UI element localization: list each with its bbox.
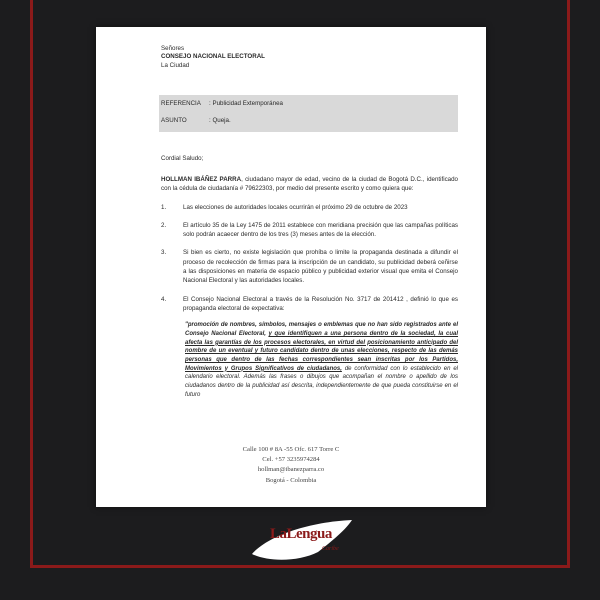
quote-bold: "promoción de nombres, símbolos, mensajes o emblemas que no han sido registrados ante el Consejo Nacional Electoral, xyxy=(185,322,458,337)
quote-rest: de conformidad con lo establecido en el calendario electoral. Además las frases o dibujos que acompañan el nombre o apellido de los ciudadanos dentro de la publicidad así descrita, independientemente de que pueda constituirse en el futuro xyxy=(185,365,458,398)
footer-email: hollman@ibanezparra.co xyxy=(257,466,325,474)
letter-page xyxy=(96,27,486,507)
item-number: 3. xyxy=(161,249,167,257)
addressee-line: Señores xyxy=(161,45,185,52)
addressee-line: CONSEJO NACIONAL ELECTORAL xyxy=(161,53,265,61)
greeting: Cordial Saludo; xyxy=(161,154,204,162)
list-item xyxy=(161,295,458,314)
item-number: 1. xyxy=(161,203,167,211)
item-text: El Consejo Nacional Electoral a través de la Resolución No. 3717 de 201412 , definió lo que es propaganda electoral de expectativa: xyxy=(183,295,458,312)
addressee-block xyxy=(161,45,458,70)
item-text: Si bien es cierto, no existe legislación que prohíba o limite la propaganda destinada a difundir el proceso de recolección de firmas para la inscripción de un candidato, su publicidad deberá ceñirse a las disposiciones en materia de espacio público y publicidad exterior visual que emita el Consejo Nacional Electoral y las autoridades locales. xyxy=(183,249,458,285)
intro-text: , ciudadano mayor de edad, vecino de la ciudad de Bogotá D.C., identificado con la cédula de ciudadanía # 79622303, por medio del presente escrito y como quiera que: xyxy=(161,175,458,193)
quote-underlined: y que identifiquen a una persona dentro de la sociedad, la cual afecta las garantías de los procesos electorales, en virtud del posicionamiento anticipado del nombre de un eventual y futuro candidato dentro de unas elecciones, respecto de las demás personas que dentro de las fechas correspondientes sean inscritas por los Partidos, Movimientos y Grupos Significativos de ciudadanos, xyxy=(185,330,458,372)
reference-value: : Publicidad Extemporánea xyxy=(209,100,283,108)
intro-paragraph xyxy=(161,175,458,194)
subject-value: : Queja. xyxy=(209,117,231,125)
reference-box xyxy=(159,95,458,132)
item-number: 2. xyxy=(161,221,167,229)
addressee-line: La Ciudad xyxy=(161,61,190,69)
list-item xyxy=(161,203,458,212)
list-item xyxy=(161,248,458,285)
footer-city: Bogotá - Colombia xyxy=(265,476,317,484)
item-text: El artículo 35 de la Ley 1475 de 2011 establece con meridiana precisión que las campañas políticas solo podrán acaecer dentro de los tres (3) meses antes de la elección. xyxy=(183,221,458,239)
reference-label: REFERENCIA xyxy=(161,100,201,108)
intro-name: HOLLMAN IBÁÑEZ PARRA xyxy=(161,175,242,183)
item-number: 4. xyxy=(161,295,167,303)
footer-phone: Cel. +57 3235974284 xyxy=(262,456,320,464)
quote-block xyxy=(185,321,458,399)
logo-tagline: Caribe xyxy=(322,546,339,552)
logo-name: LaLengua xyxy=(270,526,332,542)
letter-footer xyxy=(96,445,486,486)
subject-label: ASUNTO xyxy=(161,117,187,125)
footer-address: Calle 100 # 8A -55 Ofc. 617 Torre C xyxy=(242,446,340,453)
list-item xyxy=(161,221,458,240)
item-text: Las elecciones de autoridades locales ocurrirán el próximo 29 de octubre de 2023 xyxy=(183,203,408,211)
